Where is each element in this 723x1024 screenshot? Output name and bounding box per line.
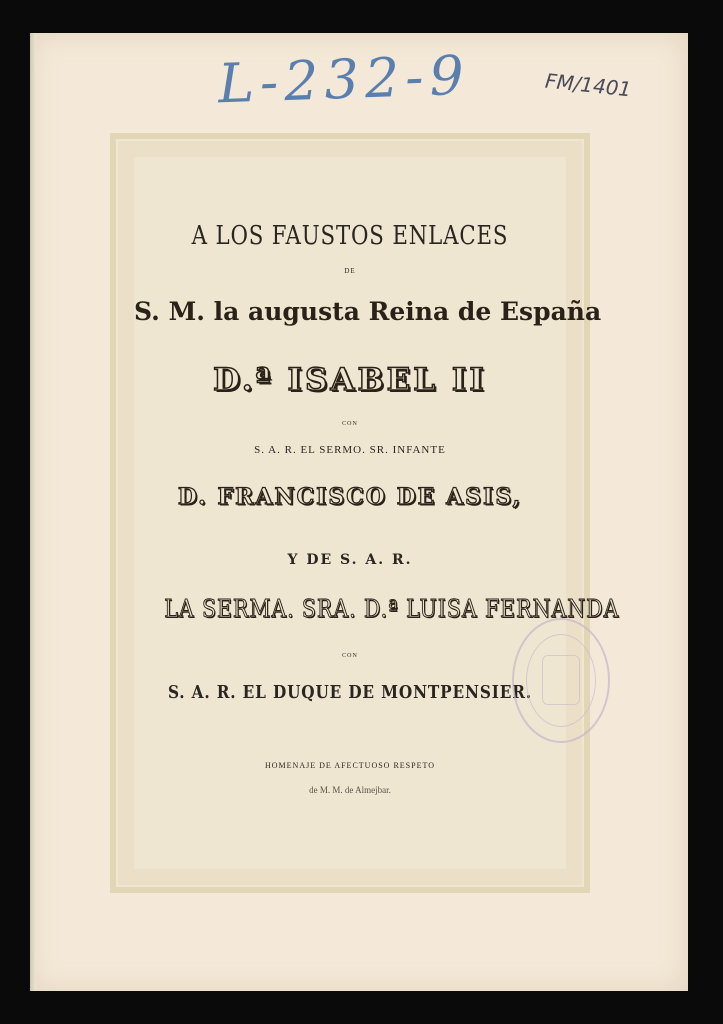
title-frame	[110, 133, 620, 893]
connector-con-1: CON	[342, 421, 358, 427]
document-title: A LOS FAUSTOS ENLACES	[191, 221, 509, 251]
homage-line: HOMENAJE DE AFECTUOSO RESPETO	[265, 761, 435, 770]
queen-name: D.ª ISABEL II	[213, 362, 487, 398]
connector-de: DE	[344, 267, 356, 275]
handwritten-shelfmark: L-232-9	[216, 43, 471, 116]
connector-con-2: CON	[342, 653, 358, 659]
page-spine	[30, 33, 36, 991]
library-stamp	[512, 618, 610, 743]
author-line: de M. M. de Almejbar.	[309, 785, 391, 795]
handwritten-inventory-note: FM/1401	[543, 68, 633, 102]
title-frame-inner	[134, 157, 620, 869]
duke-line: S. A. R. EL DUQUE DE MONTPENSIER.	[167, 682, 533, 703]
queen-line: S. M. la augusta Reina de España	[134, 297, 602, 326]
infante-line: S. A. R. EL SERMO. SR. INFANTE	[254, 444, 446, 456]
infante-name: D. FRANCISCO DE ASIS,	[177, 484, 523, 510]
princess-line: LA SERMA. SRA. D.ª LUISA FERNANDA	[164, 595, 620, 623]
and-line: Y DE S. A. R.	[287, 552, 413, 568]
library-stamp-emblem	[542, 655, 580, 705]
document-page	[30, 33, 688, 991]
